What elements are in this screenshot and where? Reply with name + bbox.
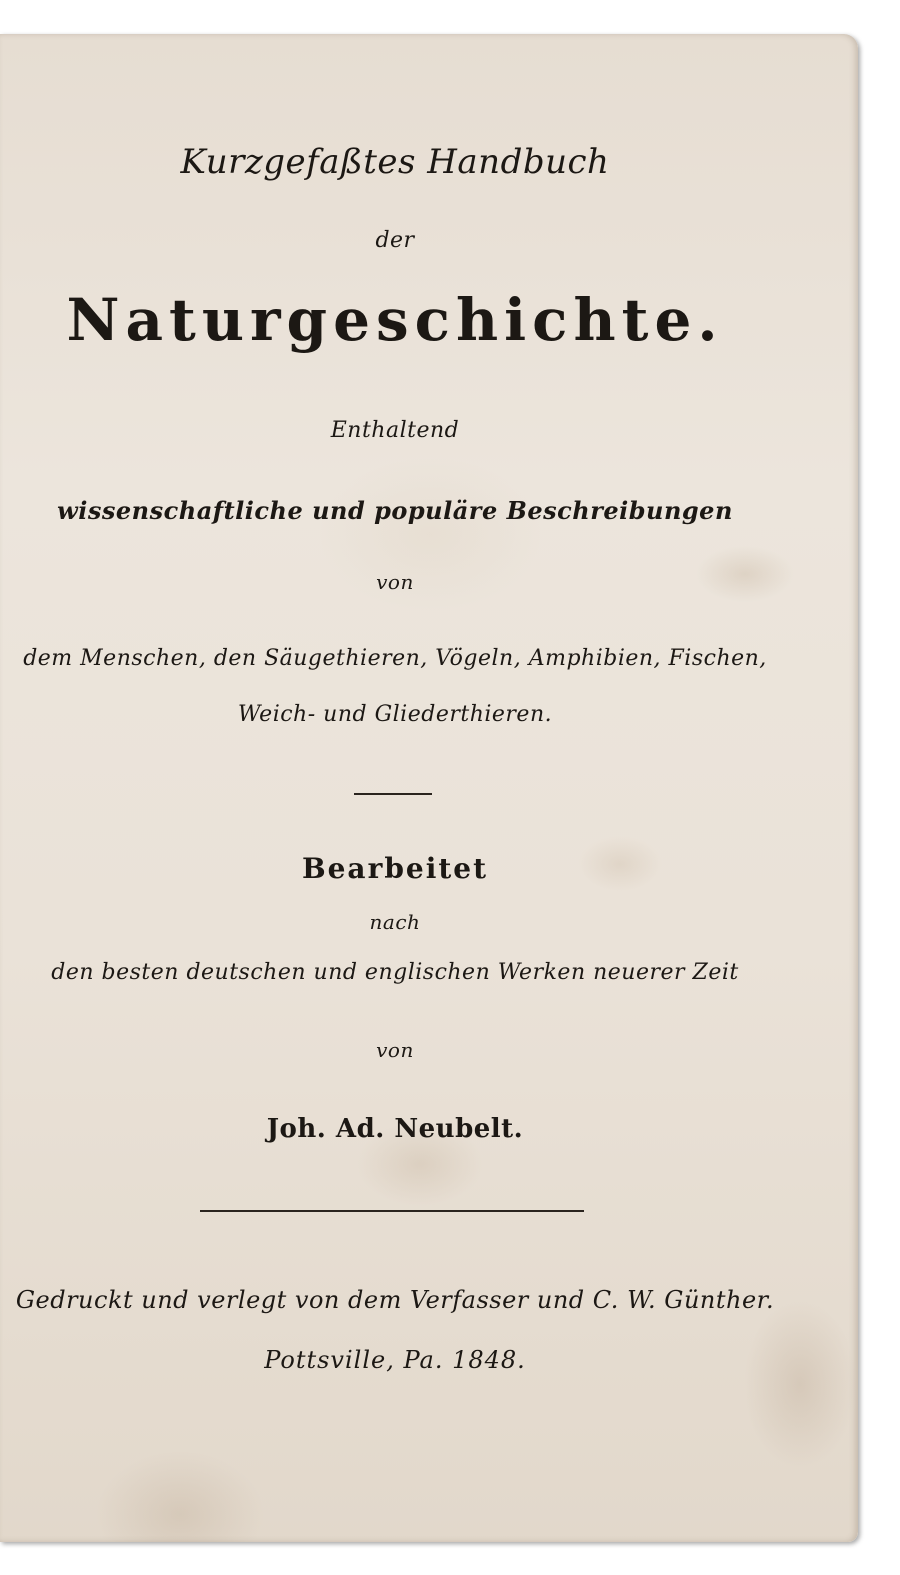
long-divider: [200, 1210, 584, 1212]
subtitle-line-4: dem Menschen, den Säugethieren, Vögeln, Amphibien, Fischen,: [23, 646, 767, 671]
title-line-2: der: [375, 228, 415, 253]
title-line-1: Kurzgefaßtes Handbuch: [180, 142, 610, 182]
bearbeitet-heading: Bearbeitet: [301, 852, 489, 885]
von-line: von: [376, 1038, 414, 1062]
title-page: [0, 34, 858, 1542]
imprint-line: Gedruckt und verlegt von dem Verfasser und C. W. Günther.: [15, 1286, 775, 1314]
main-title: Naturgeschichte.: [66, 286, 724, 354]
place-date-line: Pottsville, Pa. 1848.: [264, 1346, 526, 1374]
subtitle-line-1: Enthaltend: [330, 418, 460, 443]
short-divider: [354, 793, 432, 795]
sources-line: den besten deutschen und englischen Werken neuerer Zeit: [51, 960, 739, 985]
subtitle-line-5: Weich- und Gliederthieren.: [237, 702, 553, 727]
subtitle-line-2: wissenschaftliche und populäre Beschreibungen: [57, 496, 733, 525]
subtitle-line-3: von: [376, 570, 414, 594]
author-name: Joh. Ad. Neubelt.: [266, 1114, 524, 1144]
nach-line: nach: [369, 910, 421, 934]
